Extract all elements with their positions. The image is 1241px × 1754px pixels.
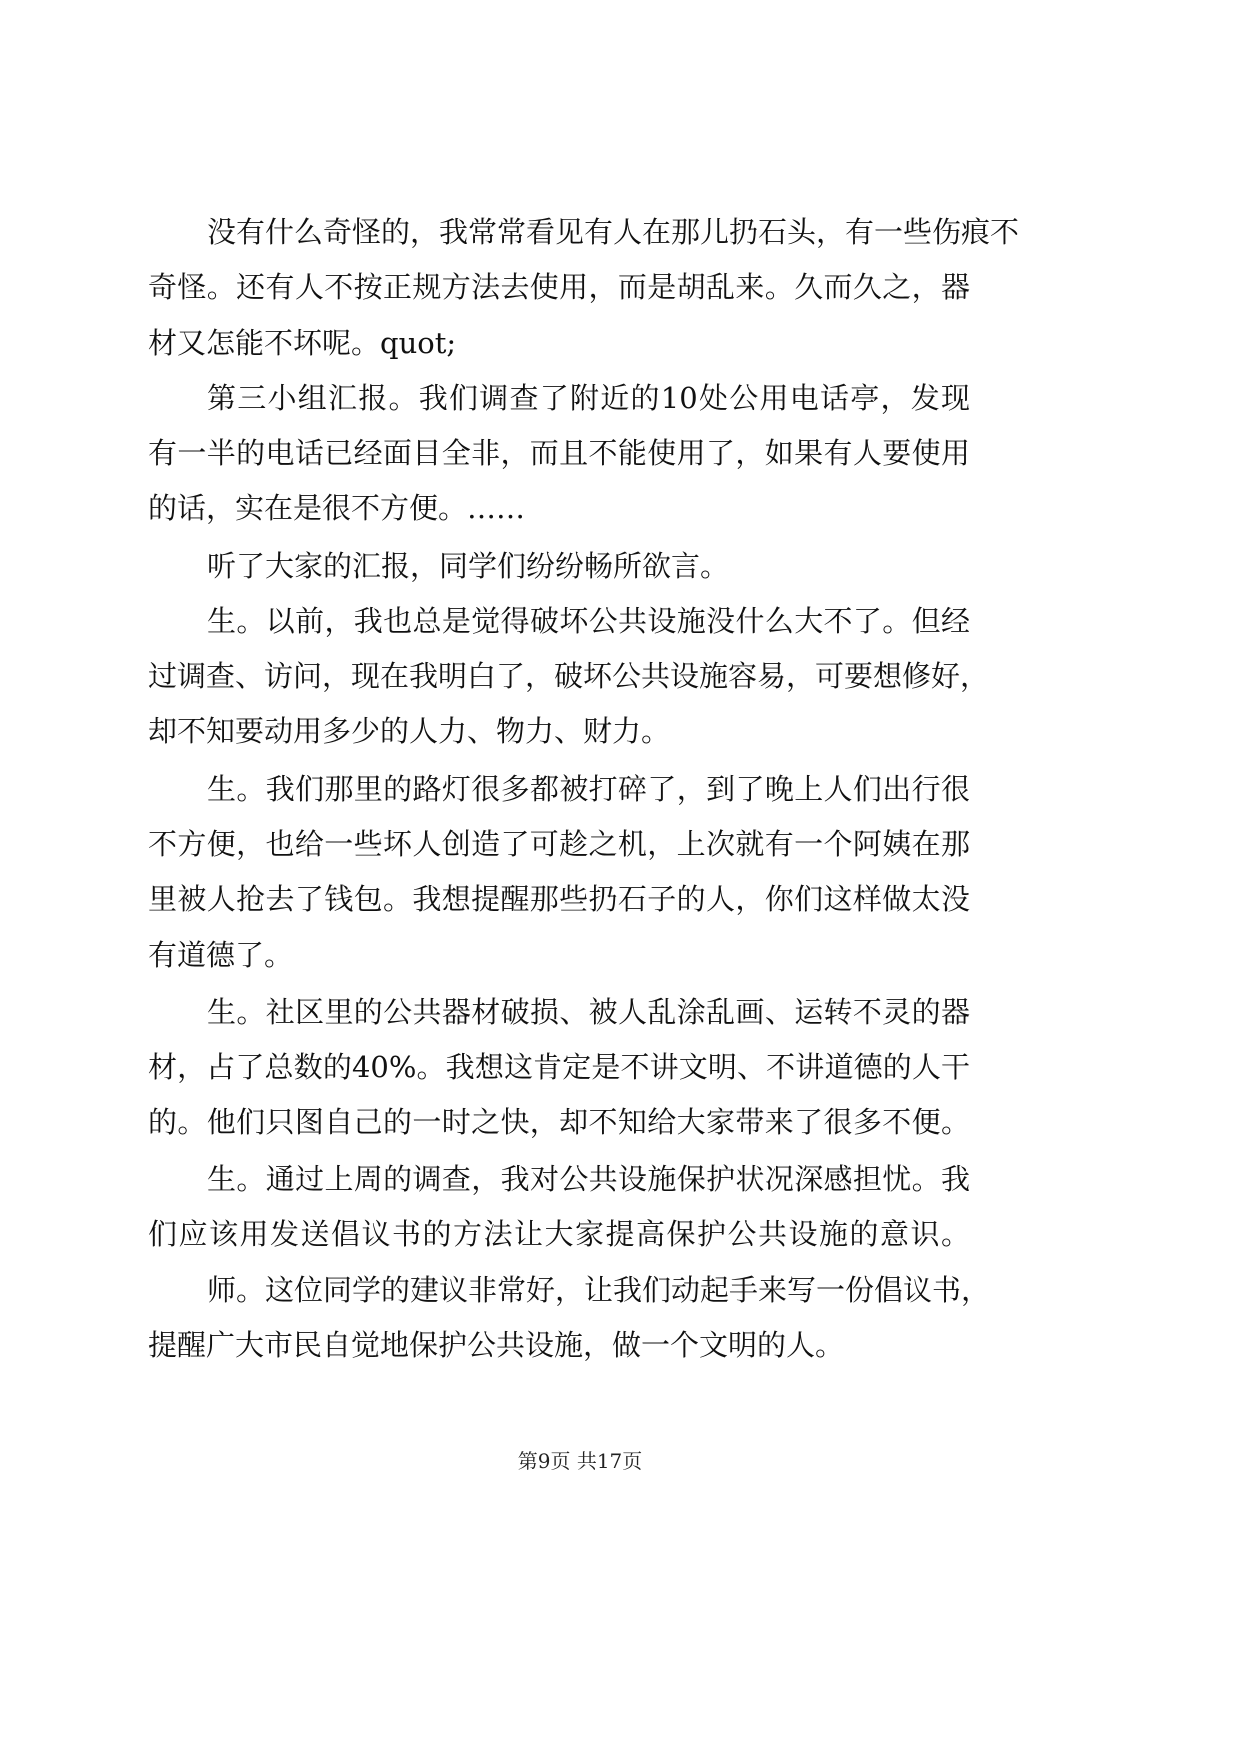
- paragraph-line: 生。以前，我也总是觉得破坏公共设施没什么大不了。但经: [207, 604, 970, 638]
- paragraph-line: 没有什么奇怪的，我常常看见有人在那儿扔石头，有一些伤痕不: [207, 215, 1020, 249]
- paragraph-line: 却不知要动用多少的人力、物力、财力。: [148, 714, 671, 748]
- paragraph-line: 里被人抢去了钱包。我想提醒那些扔石子的人，你们这样做太没: [148, 882, 970, 916]
- paragraph-line: 提醒广大市民自觉地保护公共设施，做一个文明的人。: [148, 1328, 845, 1362]
- paragraph-line: 生。通过上周的调查，我对公共设施保护状况深感担忧。我: [207, 1162, 970, 1196]
- paragraph-line: 生。社区里的公共器材破损、被人乱涂乱画、运转不灵的器: [207, 995, 970, 1029]
- paragraph-line: 有道德了。: [148, 938, 294, 972]
- paragraph-line: 师。这位同学的建议非常好，让我们动起手来写一份倡议书，: [207, 1273, 991, 1307]
- page-footer: 第9页 共17页: [517, 1449, 643, 1473]
- paragraph-line: 不方便，也给一些坏人创造了可趁之机，上次就有一个阿姨在那: [148, 827, 970, 861]
- paragraph-line: 们应该用发送倡议书的方法让大家提高保护公共设施的意识。: [148, 1217, 970, 1251]
- paragraph-line: 过调查、访问，现在我明白了，破坏公共设施容易，可要想修好，: [148, 659, 990, 693]
- paragraph-line: 听了大家的汇报，同学们纷纷畅所欲言。: [207, 549, 730, 583]
- paragraph-line: 奇怪。还有人不按正规方法去使用，而是胡乱来。久而久之，器: [148, 270, 970, 304]
- paragraph-line: 材又怎能不坏呢。quot;: [148, 326, 457, 360]
- paragraph-line: 生。我们那里的路灯很多都被打碎了，到了晚上人们出行很: [207, 772, 970, 806]
- paragraph-line: 材，占了总数的40%。我想这肯定是不讲文明、不讲道德的人干: [148, 1050, 970, 1084]
- paragraph-line: 的话，实在是很不方便。……: [148, 491, 526, 525]
- paragraph-line: 有一半的电话已经面目全非，而且不能使用了，如果有人要使用: [148, 436, 970, 470]
- paragraph-line: 的。他们只图自己的一时之快，却不知给大家带来了很多不便。: [148, 1105, 970, 1139]
- paragraph-line: 第三小组汇报。我们调查了附近的10处公用电话亭，发现: [207, 381, 970, 415]
